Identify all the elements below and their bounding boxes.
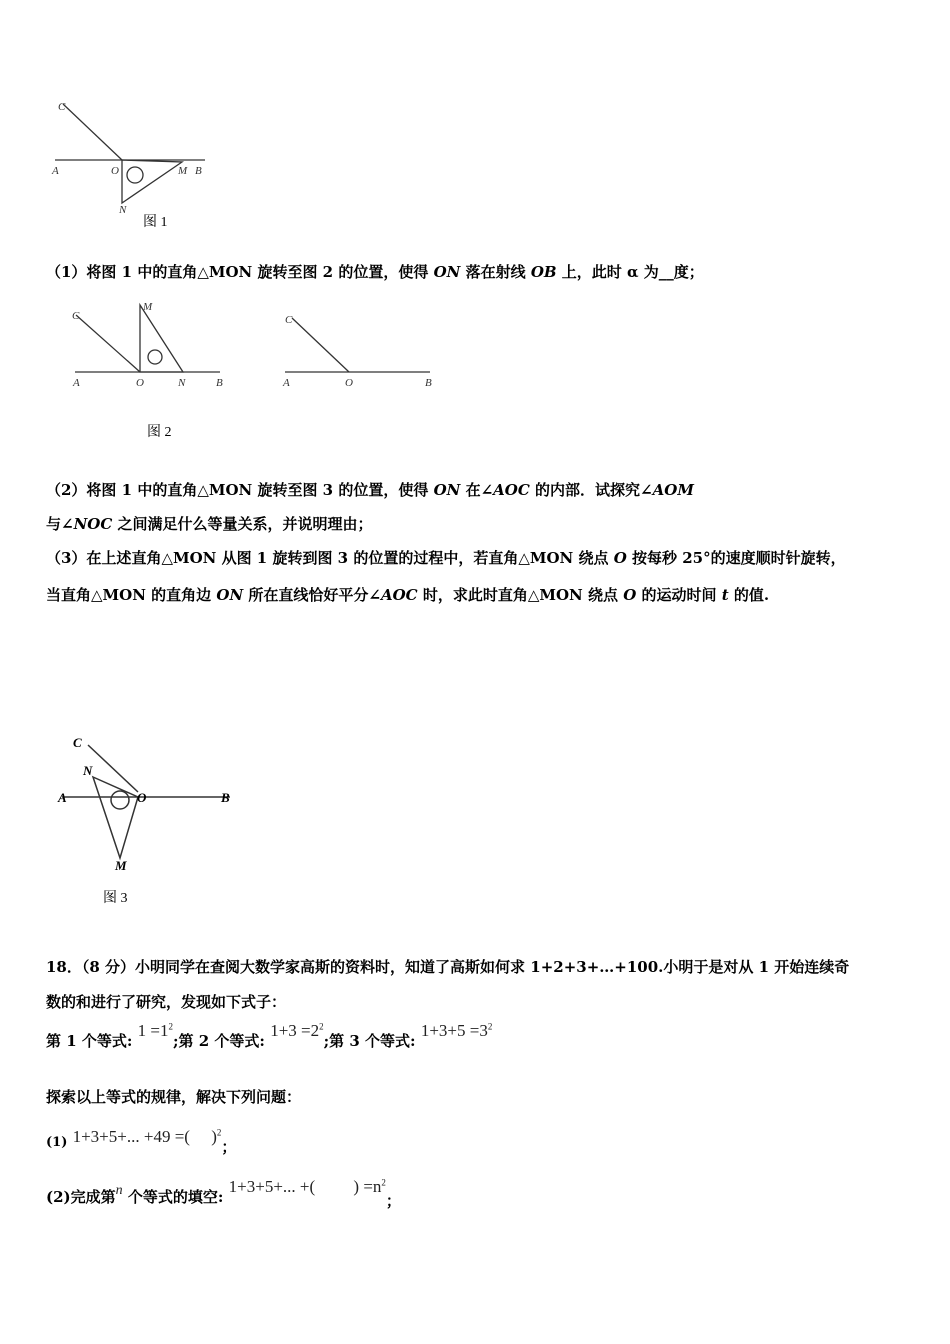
explore-text: 探索以上等式的规律，解决下列问题： — [46, 1088, 302, 1106]
text: 1+3+5 =3 — [420, 1021, 488, 1040]
label: 第 1 个等式: — [46, 1032, 133, 1050]
text: 1 =1 — [137, 1021, 169, 1040]
problem-18-line1: 18．（8 分）小明同学在查阅大数学家高斯的资料时，知道了高斯如何求 1+2+3+…+100.小明于是对从 1 开始连续奇 — [46, 958, 850, 976]
fig1-label-n: N — [119, 204, 127, 216]
text: 2 — [381, 1177, 386, 1188]
fig1-label-a: A — [52, 165, 59, 177]
question-3-line1 — [46, 547, 846, 568]
question-2-line1 — [46, 479, 694, 500]
text: 之间满足什么等量关系，并说明理由； — [112, 515, 373, 533]
fig3-caption: 图 3 — [103, 891, 128, 906]
text: AOC — [493, 481, 530, 499]
text: 在∠ — [460, 481, 494, 499]
text: 落在射线 — [460, 263, 531, 281]
text: AOC — [380, 586, 418, 604]
text: 当直角△MON 的直角边 — [46, 586, 217, 604]
text: 2 — [168, 1021, 173, 1032]
label: 个等式的填空: — [127, 1188, 224, 1206]
text: 2 — [487, 1021, 493, 1032]
text: O — [613, 549, 627, 567]
label: ;第 3 个等式: — [323, 1032, 416, 1050]
text: ON — [433, 263, 461, 281]
text: （2）将图 1 中的直角△MON 旋转至图 3 的位置，使得 — [46, 481, 434, 499]
sub-question-1 — [46, 1126, 237, 1156]
label: (1) — [46, 1135, 68, 1150]
text: 与∠ — [46, 515, 74, 533]
text: 1+3+5+... +49 =( ) — [72, 1127, 217, 1146]
fig2b-label-a: A — [283, 377, 290, 389]
fig1-caption: 图 1 — [143, 215, 168, 230]
equation-3 — [421, 1021, 493, 1040]
fig1-label-c: C — [58, 101, 66, 113]
fig2-label-m: M — [143, 301, 153, 313]
fig3-label-c: C — [73, 735, 82, 750]
equation-2 — [270, 1021, 323, 1040]
equations-line — [46, 1021, 493, 1051]
text: （1）将图 1 中的直角△MON 旋转至图 2 的位置，使得 — [46, 263, 434, 281]
fig3-label-o: O — [137, 790, 147, 805]
problem-18-line2: 数的和进行了研究，发现如下式子： — [46, 993, 287, 1011]
text: ON — [433, 481, 461, 499]
fig3-label-m: M — [115, 858, 127, 873]
question-2-line2 — [46, 513, 373, 534]
text: n — [115, 1183, 123, 1198]
fig2b-label-b: B — [425, 377, 432, 389]
text: 1+3+5+... +( ) =n — [228, 1177, 382, 1196]
question-1 — [46, 261, 704, 282]
text: NOC — [73, 515, 113, 533]
fig2b-label-o: O — [345, 377, 353, 389]
fig2-label-o: O — [136, 377, 144, 389]
fig2-label-n: N — [178, 377, 186, 389]
text: 的内部．试探究∠ — [529, 481, 653, 499]
label: (2)完成第 — [46, 1188, 116, 1206]
fig3-label-b: B — [221, 790, 230, 805]
expression — [73, 1127, 222, 1146]
equation-1 — [138, 1021, 173, 1040]
text: t — [721, 586, 729, 604]
text: 上，此时 α 为__度； — [556, 263, 704, 281]
question-3-line2 — [46, 584, 769, 605]
text: 的值. — [728, 586, 770, 604]
fig1-label-m: M — [178, 165, 188, 177]
text: 所在直线恰好平分∠ — [243, 586, 381, 604]
fig2-label-a: A — [73, 377, 80, 389]
text: 2 — [216, 1127, 222, 1138]
fig3-label-a: A — [58, 790, 67, 805]
text: ON — [216, 586, 244, 604]
text: OB — [530, 263, 557, 281]
sub-question-2 — [46, 1177, 401, 1210]
text: O — [623, 586, 637, 604]
fig2b-label-c: C — [285, 314, 293, 326]
text: ； — [221, 1138, 237, 1156]
fig2-caption: 图 2 — [147, 425, 172, 440]
text: AOM — [652, 481, 694, 499]
text: 1+3 =2 — [270, 1021, 320, 1040]
expression — [229, 1177, 386, 1196]
fig3-label-n: N — [83, 763, 93, 778]
text: 时，求此时直角△MON 绕点 — [417, 586, 624, 604]
text: 2 — [319, 1021, 324, 1032]
text: 按每秒 25°的速度顺时针旋转， — [626, 549, 846, 567]
fig2-label-b: B — [216, 377, 223, 389]
fig2-label-c: C — [72, 310, 80, 322]
fig1-label-b: B — [195, 165, 202, 177]
fig1-label-o: O — [111, 165, 119, 177]
figure-2 — [75, 305, 430, 372]
text: ； — [385, 1192, 401, 1210]
text: 的运动时间 — [636, 586, 722, 604]
figure-1 — [55, 104, 205, 203]
text: （3）在上述直角△MON 从图 1 旋转到图 3 的位置的过程中，若直角△MON 绕点 — [46, 549, 614, 567]
label: ;第 2 个等式: — [173, 1032, 265, 1050]
